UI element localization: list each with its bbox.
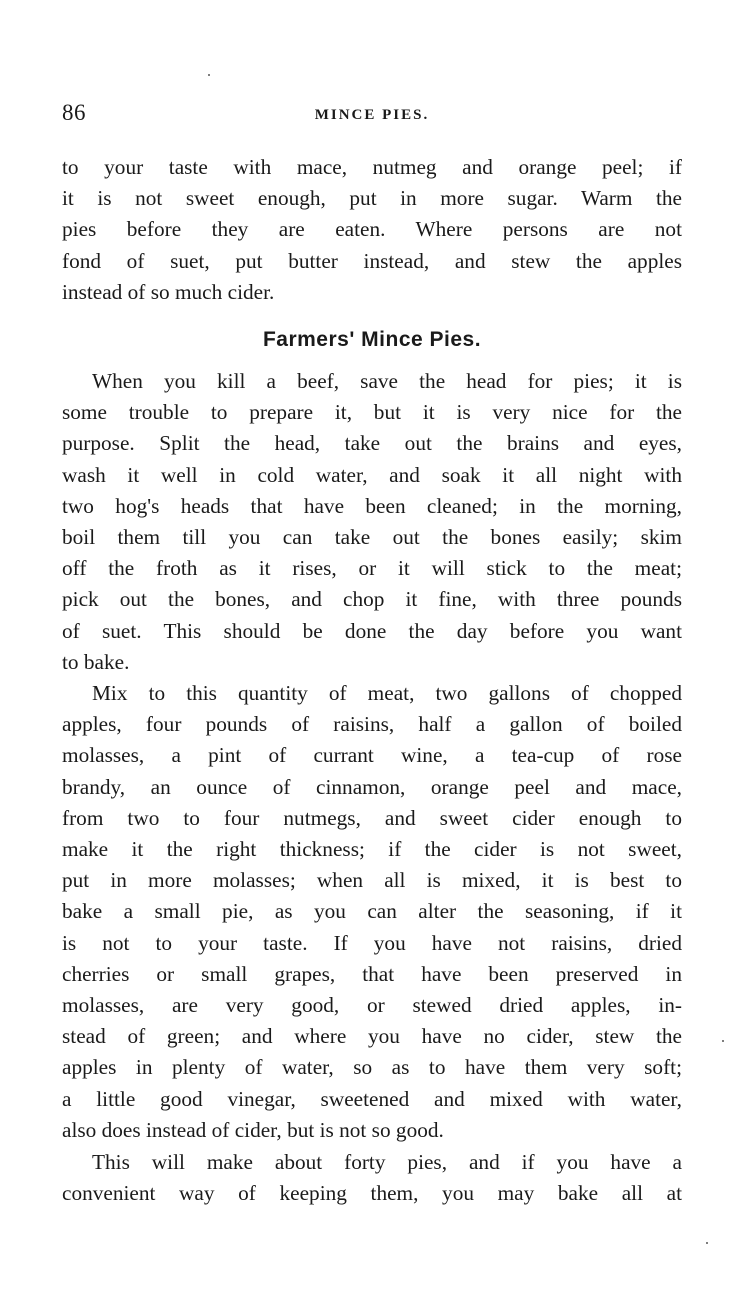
text-line: When you kill a beef, save the head for pies; it is xyxy=(92,369,682,393)
text-line: from two to four nutmegs, and sweet cider enough to xyxy=(62,805,682,830)
text-line: of suet. This should be done the day before you want xyxy=(62,618,682,643)
text-line: put in more molasses; when all is mixed, it is best to xyxy=(62,868,682,893)
text-line: purpose. Split the head, take out the brains and eyes, xyxy=(62,431,682,456)
paragraph-head-prep xyxy=(62,366,682,678)
text-line: to your taste with mace, nutmeg and orange peel; if xyxy=(62,155,682,179)
text-line: cherries or small grapes, that have been preserved in xyxy=(62,961,682,986)
text-line: Mix to this quantity of meat, two gallons of chopped xyxy=(92,681,682,705)
text-line: a little good vinegar, sweetened and mixed with water, xyxy=(62,1086,682,1111)
text-line: pick out the bones, and chop it fine, with three pounds xyxy=(62,587,682,612)
paragraph-mixing xyxy=(62,678,682,1146)
running-head: MINCE PIES. xyxy=(314,107,430,123)
text-line: molasses, are very good, or stewed dried apples, in- xyxy=(62,993,682,1018)
text-line: bake a small pie, as you can alter the seasoning, if it xyxy=(62,899,682,924)
paper-speck xyxy=(208,74,210,76)
paper-speck xyxy=(722,1040,724,1042)
text-line: apples, four pounds of raisins, half a gallon of boiled xyxy=(62,712,682,737)
text-line: is not to your taste. If you have not raisins, dried xyxy=(62,930,682,955)
text-line: to bake. xyxy=(62,649,130,674)
text-line: off the froth as it rises, or it will stick to the meat; xyxy=(62,556,682,581)
text-line: convenient way of keeping them, you may bake all at xyxy=(62,1181,682,1206)
paragraph-continued xyxy=(62,152,682,308)
text-line: stead of green; and where you have no cider, stew the xyxy=(62,1024,682,1049)
paper-speck xyxy=(706,1242,708,1244)
text-line: some trouble to prepare it, but it is very nice for the xyxy=(62,400,682,425)
page-header xyxy=(62,100,682,134)
text-line: two hog's heads that have been cleaned; in the morning, xyxy=(62,493,682,518)
text-line: wash it well in cold water, and soak it all night with xyxy=(62,462,682,487)
text-line: This will make about forty pies, and if you have a xyxy=(92,1150,682,1174)
page-number: 86 xyxy=(62,100,86,125)
text-line: boil them till you can take out the bones easily; skim xyxy=(62,525,682,550)
text-line: also does instead of cider, but is not so good. xyxy=(62,1117,444,1142)
text-line: pies before they are eaten. Where persons are not xyxy=(62,217,682,242)
text-line: it is not sweet enough, put in more sugar. Warm the xyxy=(62,186,682,211)
text-line: instead of so much cider. xyxy=(62,279,275,304)
text-line: apples in plenty of water, so as to have them very soft; xyxy=(62,1055,682,1080)
text-line: molasses, a pint of currant wine, a tea-cup of rose xyxy=(62,743,682,768)
section-heading: Farmers' Mince Pies. xyxy=(262,328,482,351)
paragraph-yield xyxy=(62,1147,682,1209)
text-line: make it the right thickness; if the cider is not sweet, xyxy=(62,837,682,862)
text-line: fond of suet, put butter instead, and stew the apples xyxy=(62,248,682,273)
text-line: brandy, an ounce of cinnamon, orange peel and mace, xyxy=(62,774,682,799)
